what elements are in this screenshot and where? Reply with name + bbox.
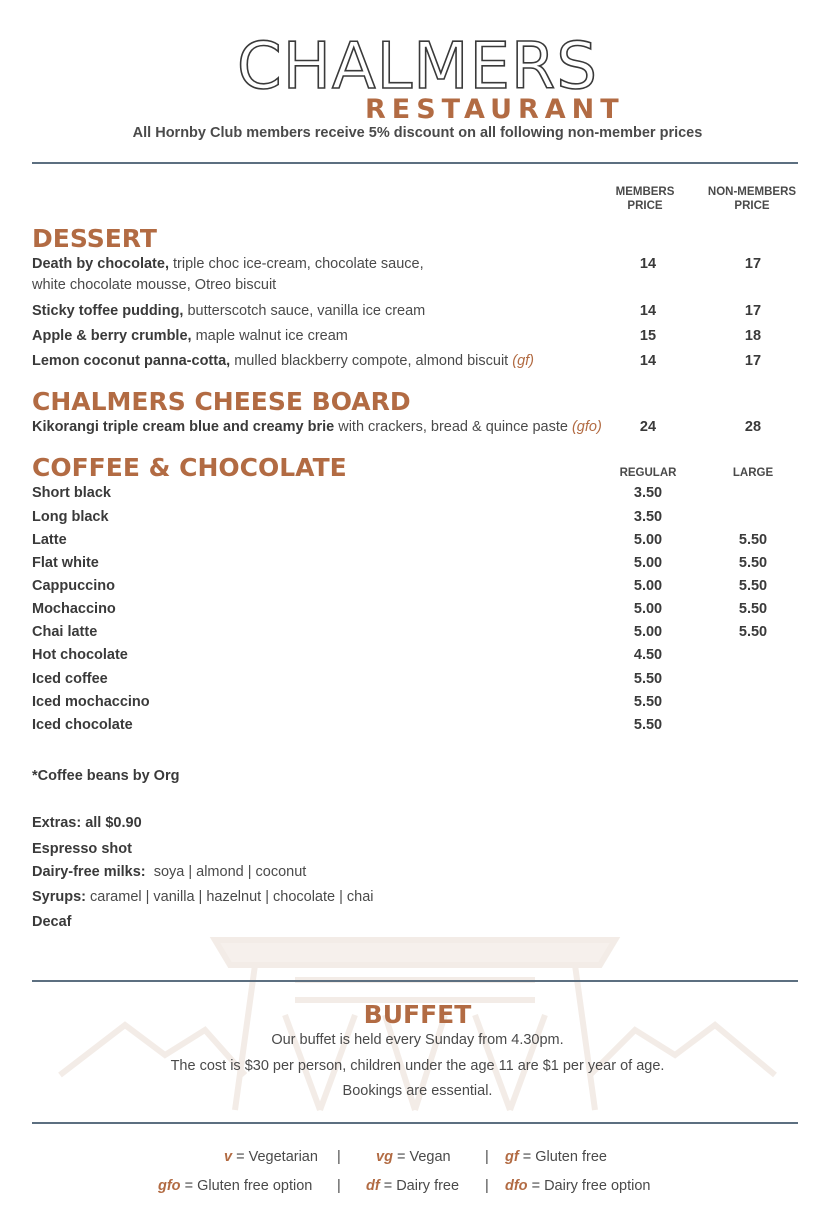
member-price: 14 [639,303,657,319]
buffet-schedule: Our buffet is held every Sunday from 4.30pm. [271,1032,564,1048]
item-desc: maple walnut ice cream [191,328,348,344]
syrups-label: Syrups: [32,889,86,905]
legend-text: = Gluten free option [180,1178,313,1194]
regular-price: 4.50 [633,647,663,663]
item-name: Iced chocolate [32,717,133,733]
buffet-cost: The cost is $30 per person, children under the age 11 are $1 per year of age. [170,1058,665,1074]
regular-price: 3.50 [633,485,663,501]
regular-price: 5.50 [633,671,663,687]
extra-decaf [32,912,72,932]
item-desc: mulled blackberry compote, almond biscuit [230,353,513,369]
item-name: Apple & berry crumble, [32,328,192,344]
coffee-item [32,507,109,527]
item-name: Mochaccino [32,601,116,617]
coffee-item [32,622,97,642]
decaf-text: Decaf [32,914,72,930]
coffee-item [32,692,150,712]
dessert-item [32,301,425,321]
large-price: 5.50 [738,532,768,548]
member-discount-tagline: All Hornby Club members receive 5% discount on all following non-member prices [132,125,703,141]
regular-price: 3.50 [633,509,663,525]
legend-gluten-free [505,1149,607,1165]
cheese-board-heading: CHALMERS CHEESE BOARD [32,387,411,416]
coffee-item [32,599,116,619]
legend-separator: | [485,1178,489,1194]
regular-price: 5.50 [633,694,663,710]
non-member-price: 17 [744,256,762,272]
coffee-item [32,715,133,735]
dessert-item [32,326,348,346]
legend-code: vg [376,1149,393,1165]
cheese-item [32,417,602,437]
dessert-item [32,254,424,274]
coffee-item [32,530,67,550]
espresso-text: Espresso shot [32,841,132,857]
item-name: Hot chocolate [32,647,128,663]
dairy-values: soya | almond | coconut [145,864,307,880]
extras-title-text: Extras: all $0.90 [32,815,142,831]
legend-code: gf [505,1149,519,1165]
member-price: 14 [639,256,657,272]
legend-vegetarian [224,1149,318,1165]
non-member-price: 28 [744,419,762,435]
legend-dairy-free [366,1178,459,1194]
legend-text: = Dairy free option [527,1178,651,1194]
buffet-heading: BUFFET [363,1000,472,1029]
item-name: Cappuccino [32,578,115,594]
regular-price: 5.50 [633,717,663,733]
legend-text: = Vegetarian [232,1149,318,1165]
beans-note-text: *Coffee beans by Org [32,768,180,784]
large-price: 5.50 [738,578,768,594]
dessert-item [32,351,534,371]
legend-text: = Dairy free [379,1178,460,1194]
dessert-item-desc-cont: white chocolate mousse, Otreo biscuit [32,277,277,293]
extra-syrups [32,887,374,907]
legend-code: v [224,1149,233,1165]
extras-heading [32,813,142,833]
item-name: Kikorangi triple cream blue and creamy brie [32,419,335,435]
dietary-tag: (gf) [512,353,534,369]
restaurant-logo-title: CHALMERS [237,30,598,104]
regular-price: 5.00 [633,532,663,548]
legend-text: = Gluten free [518,1149,607,1165]
members-header-line2: PRICE [627,200,663,212]
coffee-item [32,669,108,689]
dietary-tag: (gfo) [571,419,602,435]
legend-code: df [366,1178,380,1194]
members-header-line1: MEMBERS [615,186,675,198]
item-name: Long black [32,509,109,525]
dessert-heading: DESSERT [32,224,157,253]
large-size-header: LARGE [732,467,774,479]
restaurant-logo-subtitle: RESTAURANT [365,94,625,125]
item-name: Latte [32,532,67,548]
item-desc: triple choc ice-cream, chocolate sauce, [168,256,424,272]
item-name: Sticky toffee pudding, [32,303,184,319]
legend-gluten-free-option [158,1178,312,1194]
item-name: Short black [32,485,111,501]
members-price-header [590,185,700,213]
item-name: Flat white [32,555,99,571]
dairy-label: Dairy-free milks: [32,864,146,880]
regular-size-header: REGULAR [619,467,677,479]
legend-text: = Vegan [392,1149,451,1165]
divider-buffet-top [32,980,798,982]
coffee-beans-note [32,766,179,786]
large-price: 5.50 [738,555,768,571]
non-members-price-header [697,185,807,213]
legend-vegan [376,1149,451,1165]
coffee-item [32,576,115,596]
legend-code: gfo [158,1178,181,1194]
extra-espresso [32,839,132,859]
member-price: 24 [639,419,657,435]
legend-separator: | [337,1178,341,1194]
item-desc: with crackers, bread & quince paste [334,419,572,435]
item-name: Iced mochaccino [32,694,150,710]
item-name: Iced coffee [32,671,108,687]
legend-dairy-free-option [505,1178,650,1194]
syrups-values: caramel | vanilla | hazelnut | chocolate | chai [86,889,374,905]
legend-separator: | [485,1149,489,1165]
regular-price: 5.00 [633,601,663,617]
member-price: 14 [639,353,657,369]
legend-code: dfo [505,1178,528,1194]
non-members-header-line2: PRICE [734,200,770,212]
divider-top [32,162,798,164]
coffee-item [32,645,128,665]
item-name: Chai latte [32,624,98,640]
non-members-header-line1: NON-MEMBERS [707,186,797,198]
coffee-item [32,553,99,573]
non-member-price: 17 [744,303,762,319]
extra-dairy-free-milks [32,862,306,882]
large-price: 5.50 [738,624,768,640]
regular-price: 5.00 [633,578,663,594]
regular-price: 5.00 [633,555,663,571]
legend-separator: | [337,1149,341,1165]
non-member-price: 18 [744,328,762,344]
item-desc: butterscotch sauce, vanilla ice cream [183,303,426,319]
item-name: Lemon coconut panna-cotta, [32,353,231,369]
coffee-heading: COFFEE & CHOCOLATE [32,453,347,482]
divider-buffet-bottom [32,1122,798,1124]
buffet-bookings: Bookings are essential. [342,1083,493,1099]
item-name: Death by chocolate, [32,256,169,272]
non-member-price: 17 [744,353,762,369]
regular-price: 5.00 [633,624,663,640]
large-price: 5.50 [738,601,768,617]
coffee-item [32,483,111,503]
member-price: 15 [639,328,657,344]
